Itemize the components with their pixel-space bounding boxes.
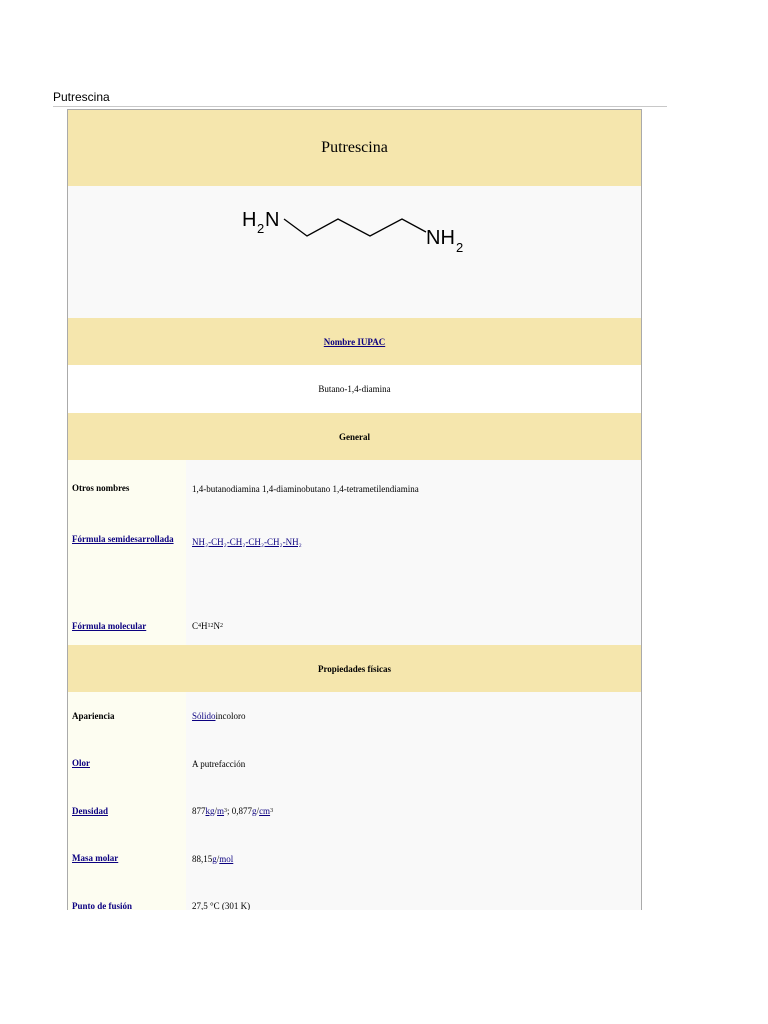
masa-molar-value: 88,15 g / mol xyxy=(186,835,641,882)
row-punto-fusion xyxy=(68,882,641,910)
kg-link[interactable]: kg xyxy=(205,806,215,816)
formula-semi-value-link[interactable]: NH₂-CH₂-CH₂-CH₂-CH₂-NH₂ xyxy=(192,537,302,547)
otros-nombres-label: Otros nombres xyxy=(68,460,186,517)
masa-molar-link[interactable]: Masa molar xyxy=(72,853,119,863)
iupac-header xyxy=(68,318,641,365)
apariencia-value: Sólido incoloro xyxy=(186,692,641,740)
svg-text:H: H xyxy=(242,209,257,231)
page-heading: Putrescina xyxy=(53,89,667,107)
row-densidad xyxy=(68,787,641,835)
formula-mol-link[interactable]: Fórmula molecular xyxy=(72,620,147,631)
svg-text:NH: NH xyxy=(426,227,455,249)
iupac-name: Butano-1,4-diamina xyxy=(68,365,641,413)
apariencia-label: Apariencia xyxy=(68,692,186,740)
densidad-label xyxy=(68,787,186,835)
row-formula-mol xyxy=(68,607,641,645)
formula-semi-label xyxy=(68,517,186,607)
formula-semi-link[interactable]: Fórmula semidesarrollada xyxy=(72,534,174,544)
olor-link[interactable]: Olor xyxy=(72,758,90,768)
row-formula-semi xyxy=(68,517,641,607)
masa-molar-label xyxy=(68,835,186,882)
iupac-link[interactable]: Nombre IUPAC xyxy=(323,336,386,347)
formula-mol-label xyxy=(68,607,186,645)
mol-link[interactable]: mol xyxy=(219,853,234,864)
g-mass-link[interactable]: g xyxy=(212,853,217,864)
formula-semi-value xyxy=(186,517,641,607)
phys-header: Propiedades físicas xyxy=(68,645,641,692)
punto-fusion-value: 27,5 °C (301 K) xyxy=(186,882,641,910)
general-header: General xyxy=(68,413,641,460)
chemical-infobox xyxy=(67,109,642,910)
infobox-title: Putrescina xyxy=(68,110,641,186)
svg-text:N: N xyxy=(265,209,280,231)
cm-link[interactable]: cm xyxy=(259,806,271,816)
svg-text:2: 2 xyxy=(257,221,265,236)
densidad-value: 877 kg / m 3 ; 0,877 g / cm 3 xyxy=(186,787,641,835)
solido-link[interactable]: Sólido xyxy=(192,711,216,721)
densidad-link[interactable]: Densidad xyxy=(72,805,109,816)
olor-label xyxy=(68,740,186,787)
otros-nombres-value: 1,4-butanodiamina 1,4-diaminobutano 1,4-tetrametilendiamina xyxy=(186,460,641,517)
row-olor xyxy=(68,740,641,787)
m-link[interactable]: m xyxy=(217,806,225,816)
row-masa-molar xyxy=(68,835,641,882)
punto-fusion-link[interactable]: Punto de fusión xyxy=(72,900,133,910)
punto-fusion-label xyxy=(68,882,186,910)
formula-mol-value: C 4 H 12 N 2 xyxy=(186,607,641,645)
g-link[interactable]: g xyxy=(252,806,257,816)
structure-diagram xyxy=(68,186,641,318)
row-otros-nombres xyxy=(68,460,641,517)
row-apariencia xyxy=(68,692,641,740)
putrescine-structure-image xyxy=(240,202,540,262)
olor-value: A putrefacción xyxy=(186,740,641,787)
svg-text:2: 2 xyxy=(456,240,464,255)
